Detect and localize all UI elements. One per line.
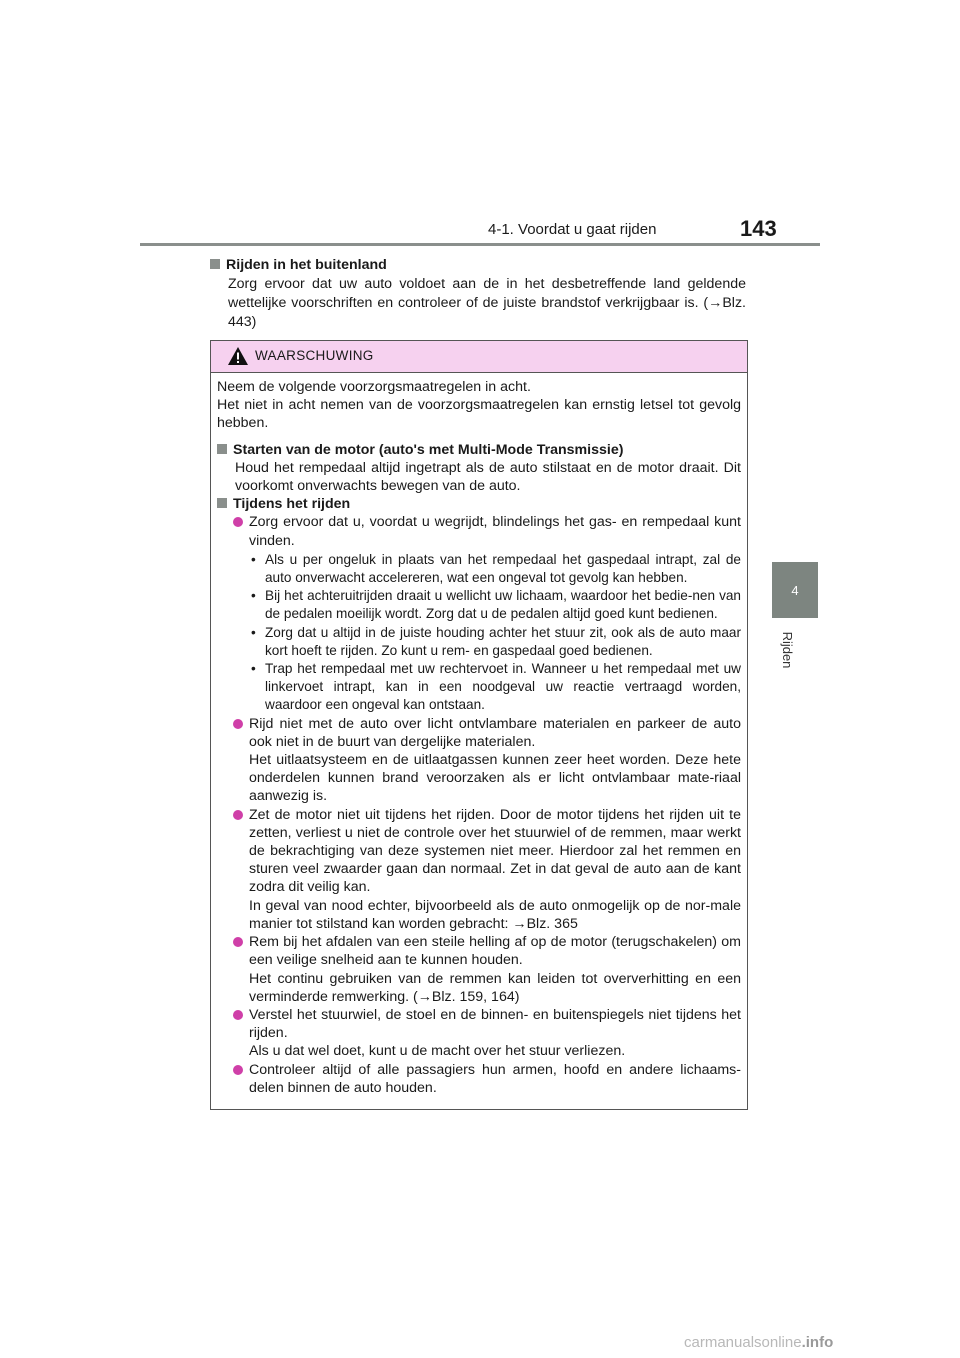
chapter-tab (772, 562, 818, 618)
round-bullet-icon (233, 1065, 243, 1075)
list-item-text: Het continu gebruiken van de remmen kan leiden tot oververhitting en een verminderde remwerking. (→Blz. 159, 164) (249, 970, 741, 1005)
list-item-text: Zorg ervoor dat u, voordat u wegrijdt, blindelings het gas- en rempedaal kunt vinden. (249, 514, 741, 549)
dot-marker-icon: • (251, 661, 256, 677)
round-bullet-icon (233, 517, 243, 527)
round-bullet-icon (233, 719, 243, 729)
list-item-text: Zet de motor niet uit tijdens het rijden. Door de motor tijdens het rijden uit te zetten, verliest u niet de controle over het stuurwiel of de remmen, maar werkt de bekrachtiging van deze systemen niet meer. Hierdoor zal het remmen en sturen veel zwaarder gaan dan normaal. Zet in dat geval de auto aan de kant zodra dit veilig kan. (249, 806, 741, 896)
intro-heading-text: Rijden in het buitenland (226, 257, 387, 273)
dot-marker-icon: • (251, 588, 256, 604)
list-item (217, 1006, 741, 1061)
section-heading (217, 441, 741, 459)
intro-heading (210, 256, 746, 275)
header-divider (140, 243, 820, 246)
section-title: 4-1. Voordat u gaat rijden (488, 221, 657, 238)
warning-intro-line: Neem de volgende voorzorgsmaatregelen in acht. (217, 379, 531, 395)
dot-marker-icon: • (251, 624, 256, 640)
list-item-text: Als u dat wel doet, kunt u de macht over het stuur verliezen. (249, 1043, 626, 1060)
warning-header (211, 341, 747, 373)
warning-title: WAARSCHUWING (255, 348, 374, 363)
sub-list-item (217, 624, 741, 660)
chapter-label: Rijden (780, 631, 795, 669)
round-bullet-icon (233, 1010, 243, 1020)
page-number: 143 (740, 216, 777, 241)
square-bullet-icon (217, 444, 227, 454)
section-heading (217, 495, 741, 513)
sub-list-item-text: Trap het rempedaal met uw rechtervoet in. Wanneer u het rempedaal met uw linkervoet intrapt, kan in een noodgeval uw reactie vertraagd worden, waardoor een ongeval kan ontstaan. (265, 661, 741, 713)
round-bullet-icon (233, 937, 243, 947)
list-item-text: In geval van nood echter, bijvoorbeeld als de auto onmogelijk op de nor-male manier tot stilstand kan worden gebracht: →Blz. 365 (249, 897, 741, 932)
warning-intro-line: Het niet in acht nemen van de voorzorgsmaatregelen kan ernstig letsel tot gevolg hebben. (217, 397, 741, 432)
list-item-text: Controleer altijd of alle passagiers hun armen, hoofd en andere lichaams-delen binnen de auto houden. (249, 1061, 741, 1096)
list-item (217, 715, 741, 806)
sub-list-item (217, 587, 741, 623)
list-item-text: Verstel het stuurwiel, de stoel en de binnen- en buitenspiegels niet tijdens het rijden. (249, 1006, 741, 1042)
list-item (217, 1061, 741, 1097)
watermark-suffix: .info (801, 1334, 834, 1351)
warning-triangle-icon (227, 346, 249, 366)
list-item (217, 933, 741, 1006)
round-bullet-icon (233, 810, 243, 820)
warning-body (211, 373, 747, 1097)
sub-list-item (217, 551, 741, 587)
dot-marker-icon: • (251, 551, 256, 567)
sub-list-item (217, 660, 741, 715)
intro-body: Zorg ervoor dat uw auto voldoet aan de in het desbetreffende land geldende wettelijke voorschriften en controleer of de juiste brandstof verkrijgbaar is. (→Blz. 443) (228, 276, 746, 330)
list-item-text: Het uitlaatsysteem en de uitlaatgassen kunnen zeer heet worden. Deze hete onderdelen kunnen brand veroorzaken als er licht ontvlambaar mate-riaal aanwezig is. (249, 752, 741, 805)
list-item (217, 513, 741, 549)
list-item-text: Rijd niet met de auto over licht ontvlambare materialen en parkeer de auto ook niet in de buurt van dergelijke materialen. (249, 715, 741, 750)
square-bullet-icon (210, 259, 220, 269)
section-heading-text: Starten van de motor (auto's met Multi-Mode Transmissie) (233, 441, 624, 458)
watermark (684, 1334, 833, 1351)
watermark-text: carmanualsonline (684, 1334, 802, 1351)
section-body: Houd het rempedaal altijd ingetrapt als de auto stilstaat en de motor draait. Dit voorkomt onverwachts bewegen van de auto. (235, 459, 741, 495)
sub-list-item-text: Bij het achteruitrijden draait u wellicht uw lichaam, waardoor het bedie-nen van de pedalen moeilijk wordt. Zorg dat u de pedalen altijd goed kunt bedienen. (265, 588, 741, 622)
chapter-number: 4 (791, 582, 799, 598)
warning-box (210, 340, 748, 1110)
list-item (217, 806, 741, 933)
sub-list-item-text: Zorg dat u altijd in de juiste houding achter het stuur zit, ook als de auto maar kort hoeft te rijden. Zo kunt u rem- en gaspedaal goed bedienen. (265, 624, 741, 658)
sub-list-item-text: Als u per ongeluk in plaats van het rempedaal het gaspedaal intrapt, zal de auto onverwacht accelereren, wat een ongeval tot gevolg kan hebben. (265, 551, 741, 586)
list-item-text: Rem bij het afdalen van een steile helling af op de motor (terugschakelen) om een veilige snelheid aan te kunnen houden. (249, 934, 741, 969)
section-heading-text: Tijdens het rijden (233, 496, 351, 513)
page-header (0, 0, 960, 250)
intro-section (210, 256, 746, 332)
square-bullet-icon (217, 498, 227, 508)
